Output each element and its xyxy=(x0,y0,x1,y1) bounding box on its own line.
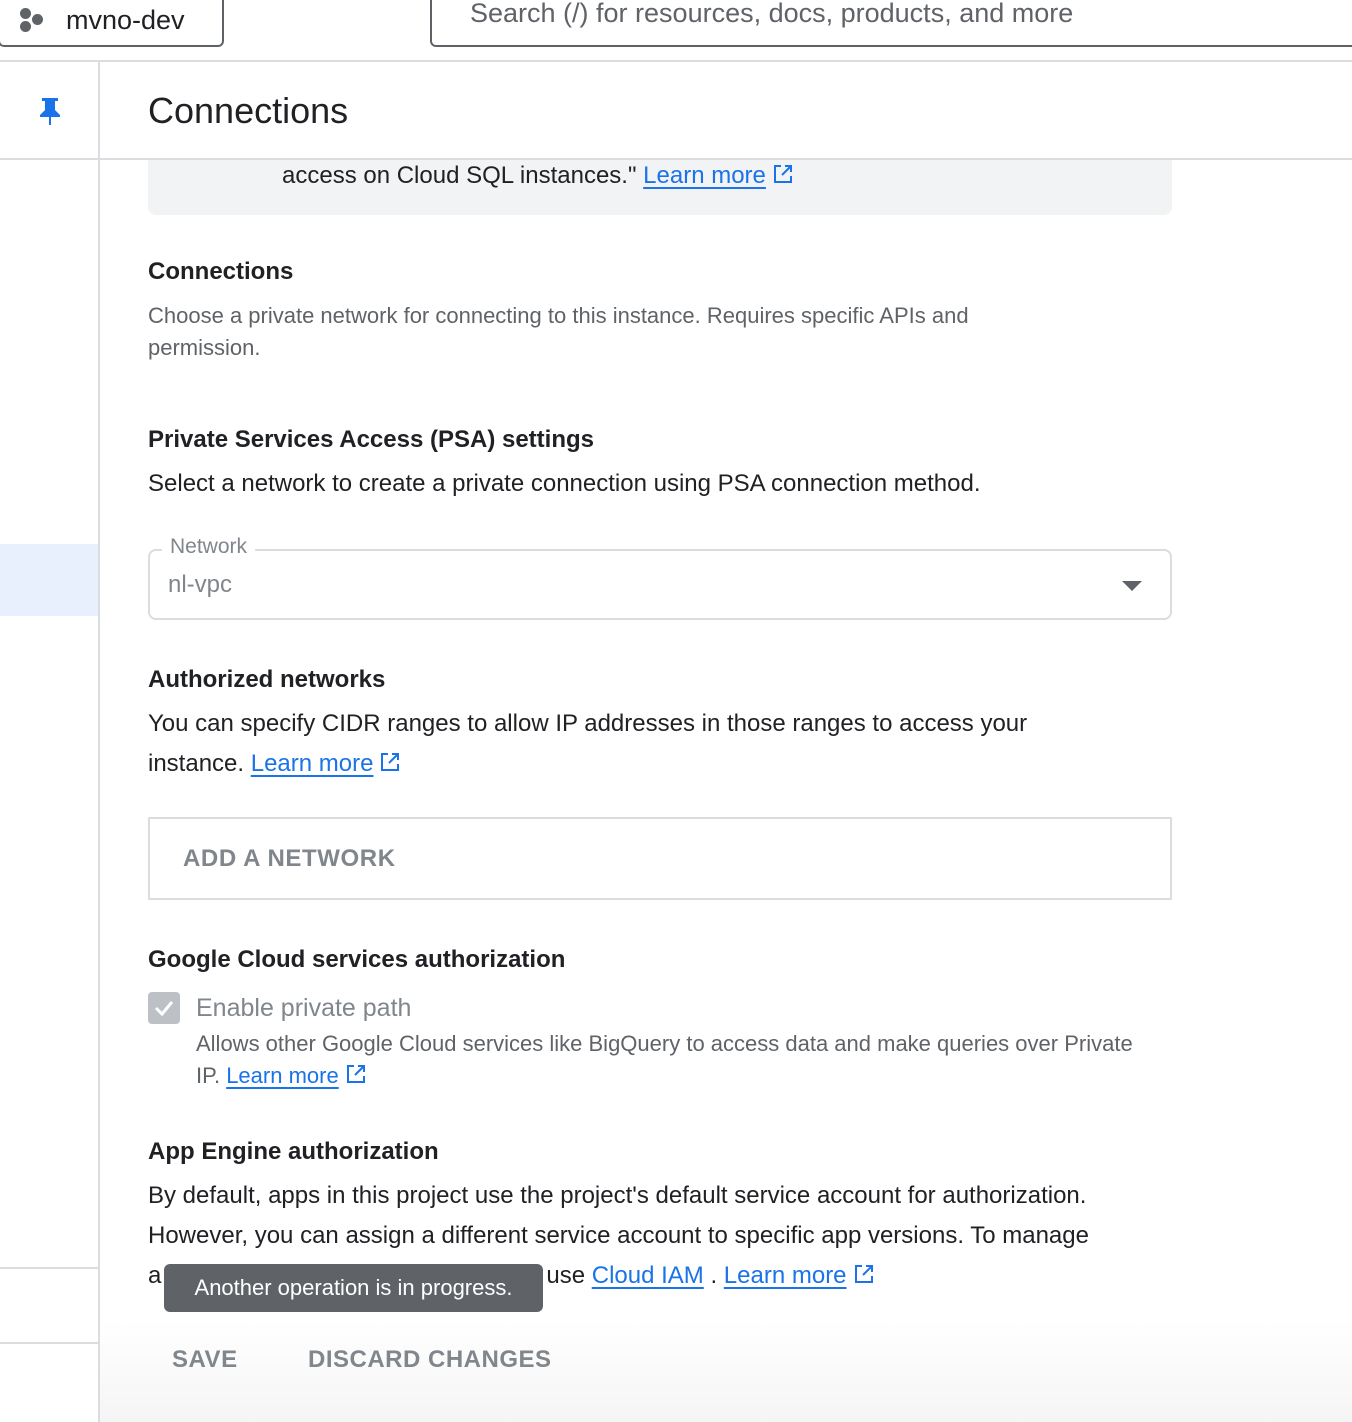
app-engine-line1: By default, apps in this project use the project's default service account for authorization. xyxy=(148,1182,1087,1209)
external-link-icon xyxy=(345,1063,367,1085)
action-bar xyxy=(100,1320,1352,1422)
authorized-networks-text: You can specify CIDR ranges to allow IP addresses in those ranges to access your instance. xyxy=(148,710,1028,777)
external-link-icon xyxy=(379,751,401,773)
rail-divider xyxy=(0,1342,98,1344)
dropdown-arrow-icon xyxy=(1122,581,1142,591)
info-text xyxy=(282,162,794,190)
psa-description: Select a network to create a private connection using PSA connection method. xyxy=(148,470,981,497)
rail-divider xyxy=(0,1267,98,1269)
app-engine-learn-more-link[interactable]: Learn more xyxy=(723,1262,847,1289)
external-link-icon xyxy=(853,1263,875,1285)
authorized-networks-description xyxy=(148,704,1108,784)
save-button[interactable]: SAVE xyxy=(172,1346,238,1373)
enable-private-path-label: Enable private path xyxy=(196,994,412,1022)
top-bar xyxy=(0,0,1352,62)
project-name: mvno-dev xyxy=(66,5,185,35)
app-engine-heading: App Engine authorization xyxy=(148,1138,439,1165)
cloud-iam-link[interactable]: Cloud IAM xyxy=(591,1262,704,1289)
left-rail xyxy=(0,62,100,1422)
authorized-networks-heading: Authorized networks xyxy=(148,666,386,693)
authorized-networks-learn-more-link[interactable]: Learn more xyxy=(250,750,374,777)
app-engine-line3-start: a xyxy=(148,1262,162,1289)
app-engine-line3-mid: use xyxy=(546,1262,586,1289)
gcs-auth-heading: Google Cloud services authorization xyxy=(148,946,566,973)
info-text-body: access on Cloud SQL instances." xyxy=(282,162,637,189)
psa-heading: Private Services Access (PSA) settings xyxy=(148,426,595,453)
operation-in-progress-tooltip: Another operation is in progress. xyxy=(164,1264,543,1312)
network-label: Network xyxy=(162,535,255,559)
project-icon xyxy=(18,8,48,34)
gcs-auth-learn-more-link[interactable]: Learn more xyxy=(226,1063,339,1088)
enable-private-path-checkbox[interactable] xyxy=(148,992,180,1024)
pin-icon[interactable] xyxy=(36,96,64,126)
page-header xyxy=(100,62,1352,160)
network-select[interactable] xyxy=(148,535,1172,620)
app-engine-separator: . xyxy=(710,1262,718,1289)
add-network-button[interactable]: ADD A NETWORK xyxy=(148,817,1172,900)
rail-divider xyxy=(0,158,98,160)
app-engine-line2: However, you can assign a different service account to specific app versions. To manage xyxy=(148,1222,1089,1249)
check-icon xyxy=(152,996,176,1020)
info-learn-more-link[interactable]: Learn more xyxy=(643,162,766,189)
project-selector[interactable] xyxy=(0,0,224,47)
enable-private-path-description xyxy=(196,1028,1156,1092)
connections-heading: Connections xyxy=(148,258,294,285)
discard-changes-button[interactable]: DISCARD CHANGES xyxy=(308,1346,552,1373)
search-input[interactable] xyxy=(430,0,1352,47)
connections-description: Choose a private network for connecting to this instance. Requires specific APIs and permission. xyxy=(148,303,969,360)
rail-active-item[interactable] xyxy=(0,544,98,616)
network-value: nl-vpc xyxy=(168,571,233,598)
gcs-auth-text: Allows other Google Cloud services like BigQuery to access data and make queries over Private IP. xyxy=(196,1031,1133,1088)
page-title: Connections xyxy=(148,90,349,131)
external-link-icon xyxy=(772,163,794,185)
search-placeholder: Search (/) for resources, docs, products, and more xyxy=(470,0,1074,28)
